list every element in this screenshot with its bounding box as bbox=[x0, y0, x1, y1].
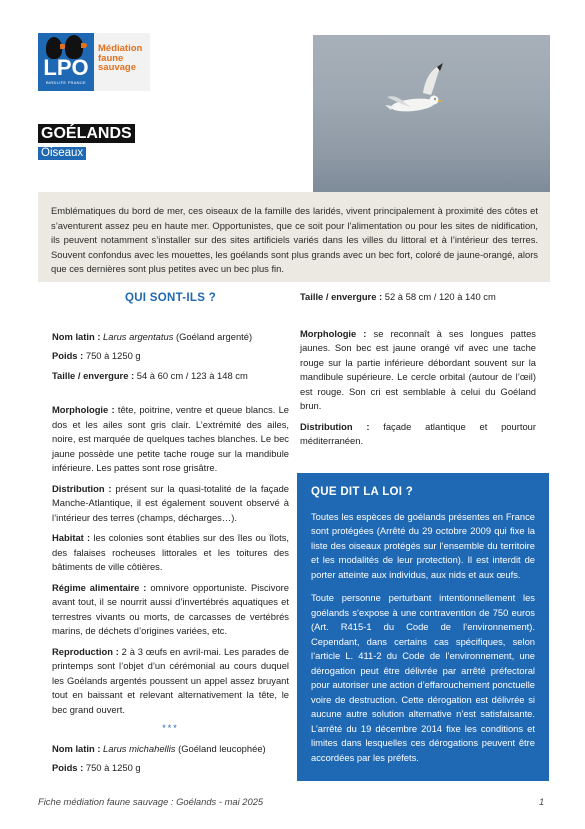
right-column bbox=[300, 287, 536, 449]
footer-text: Fiche médiation faune sauvage : Goélands - mai 2025 bbox=[38, 796, 264, 807]
habitat: Habitat : les colonies sont établies sur des îles ou îlots, des falaises rocheuses littorales et les toitures des bâtiments de ville côtières. bbox=[52, 532, 290, 572]
latin-name: Nom latin : Larus argentatus (Goéland argenté) bbox=[52, 330, 253, 342]
law-heading: QUE DIT LA LOI ? bbox=[311, 486, 414, 498]
law-box bbox=[297, 473, 549, 781]
size-wingspan: Taille / envergure : 54 à 60 cm / 123 à 148 cm bbox=[52, 369, 248, 381]
logo-line: sauvage bbox=[98, 62, 137, 73]
gull-photo bbox=[313, 35, 550, 192]
logo-line: faune bbox=[98, 52, 124, 64]
reproduction: Reproduction : 2 à 3 œufs en avril-mai. Les parades de printemps sont l’objet d’un cérémonial au cours duquel les Goélands argentés poussent un appel assez bruyant tout en baissant et relevant alternativement la tête, le bec grand ouvert. bbox=[52, 645, 289, 715]
size-wingspan: Taille / envergure : 52 à 58 cm / 120 à 140 cm bbox=[300, 291, 496, 302]
latin-name: Nom latin : Larus michahellis (Goéland leucophée) bbox=[52, 742, 266, 754]
logo-line: Médiation bbox=[98, 43, 143, 54]
left-column bbox=[52, 287, 289, 776]
intro-box: Emblématiques du bord de mer, ces oiseaux de la famille des laridés, vivent principalement à proximité des côtes et s’aventurent assez peu en haute mer. Opportunistes, que ce soit pour l’alimentation ou pour les sites de nidification, ils peuvent notamment s’installer sur des sites artificiels variés dans les villes du littoral et à l’intérieur des terres. Souvent confondus avec les mouettes, les goélands sont plus grands avec un bec fort, coloré de jaune-orangé, alors que ces dernières sont plus petites avec un bec plus fin. bbox=[38, 192, 550, 282]
section-heading: QUI SONT-ILS ? bbox=[124, 292, 217, 304]
law-paragraph: Toutes les espèces de goélands présentes en France sont protégées (Arrêté du 29 octobre 2009 qui fixe la liste des oiseaux protégés sur l’ensemble du territoire et les modalités de leur protection). Il est interdit de porter atteinte aux individus, aux nids et aux œufs. bbox=[311, 510, 535, 580]
morphology: Morphologie : se reconnaît à ses longues pattes jaunes. Son bec est jaune orangé vif avec une tache rouge sur la partie inférieure débordant souvent sur la mandibule supérieure. Le cercle orbital (autour de l’œil) est rouge. Son cri est semblable à celui du Goéland brun. bbox=[300, 327, 536, 411]
weight: Poids : 750 à 1250 g bbox=[52, 762, 141, 773]
diet: Régime alimentaire : omnivore opportuniste. Piscivore avant tout, il se nourrit aussi d’invertébrés aquatiques et terrestres vivants ou morts, de carcasses de vertébrés marins, de déchets d’origines variées, etc. bbox=[52, 581, 289, 636]
law-paragraph: Toute personne perturbant intentionnellement les goélands s’expose à une contravention de 750 euros (Art. R415-1 du Code de l’environnement). Cependant, dans certains cas spécifiques, selon l’article L. 411-2 du Code de l’environnement, une dérogation peut être délivrée par arrêté préfectoral pour autoriser une action d’effarouchement ponctuelle voire de destruction. Cette dérogation est délivrée si aucune autre solution alternative n’est satisfaisante. L’arrêté du 19 décembre 2014 fixe les conditions et limites dans lesquelles ces dérogations peuvent être accordées par les préfets. bbox=[311, 592, 535, 763]
logo-badge bbox=[38, 33, 94, 91]
separator: *** bbox=[162, 723, 179, 733]
distribution: Distribution : présent sur la quasi-totalité de la façade Manche-Atlantique, il est également souvent observé à l’intérieur des terres (champs, décharges…). bbox=[52, 482, 289, 523]
lpo-logo bbox=[38, 33, 150, 91]
page-number: 1 bbox=[539, 796, 545, 807]
morphology: Morphologie : tête, poitrine, ventre et queue blancs. Le dos et les ailes sont gris clair. L’extrémité des ailes, noire, est marquée de quelques taches blanches. Le bec jaune possède une petite tache rouge sur la mandibule inférieure. Les pattes sont rose grisâtre. bbox=[52, 404, 289, 473]
distribution: Distribution : façade atlantique et pourtour méditerranéen. bbox=[300, 420, 536, 446]
logo-letters: LPO bbox=[43, 55, 89, 80]
gull-illustration bbox=[313, 35, 550, 192]
page-subtitle: Oiseaux bbox=[38, 147, 86, 160]
page-title: GOÉLANDS bbox=[38, 124, 135, 143]
logo-text bbox=[98, 44, 150, 73]
logo-subtitle: BIRDLIFE FRANCE bbox=[45, 80, 87, 85]
weight: Poids : 750 à 1250 g bbox=[52, 350, 141, 361]
